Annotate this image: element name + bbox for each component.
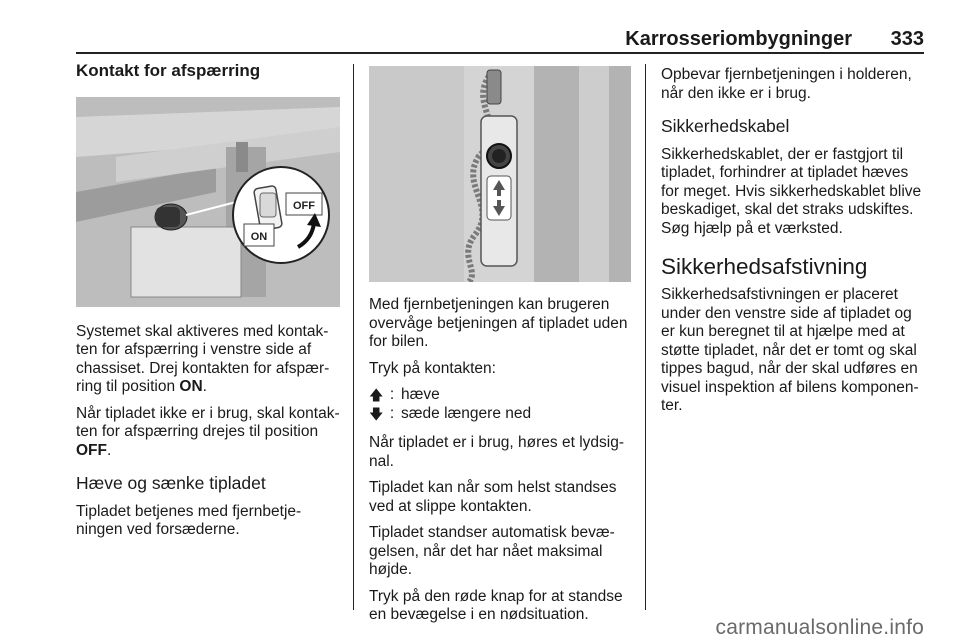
command-raise — [369, 386, 633, 405]
page-number: 333 — [890, 28, 924, 50]
heading-safety-brace: Sikkerhedsafstivning — [661, 254, 868, 279]
paragraph-holder: Opbevar fjernbetjeningen i holderen, når den ikke er i brug. — [661, 66, 912, 102]
command-lower-text: sæde længere ned — [401, 405, 532, 423]
paragraph-activation-text: Systemet skal aktiveres med kontak-ten for afspærring i venstre side af chassiset. Drej kontakten for afspær-ring til position — [76, 322, 330, 395]
watermark: carmanualsonline.info — [715, 616, 924, 639]
command-list — [369, 386, 633, 424]
running-header-title: Karrosseriombygninger — [625, 28, 852, 50]
command-raise-text: hæve — [401, 386, 440, 404]
paragraph-off — [76, 405, 341, 461]
paragraph-safety-brace: Sikkerhedsafstivningen er placeret under den venstre side af tipladet og er kun beregnet til at hjælpe med at støtte tipladet, når det er tomt og skal tippes bagud, når der skal udføres en visuel inspektion af bilens komponen-ter. — [661, 286, 919, 414]
paragraph-activation-end: . — [202, 378, 207, 395]
command-separator: : — [389, 405, 395, 423]
subheading-safety-cable: Sikkerhedskabel — [661, 116, 790, 136]
figure-label-on: ON — [250, 230, 268, 243]
subheading-raise-lower: Hæve og sænke tipladet — [76, 473, 266, 493]
remote-control-drawing — [369, 66, 631, 282]
chassis-switch-drawing — [76, 97, 340, 307]
position-off-label: OFF — [76, 441, 107, 459]
column-3 — [661, 66, 927, 424]
command-lower — [369, 405, 633, 424]
header-rule — [76, 52, 924, 54]
paragraph-auto-stop: Tipladet standser automatisk bevæ-gelsen, når det har nået maksimal højde. — [369, 524, 615, 578]
remote-control-illustration — [369, 66, 631, 282]
position-on-label: ON — [179, 378, 203, 395]
paragraph-off-end: . — [107, 441, 112, 459]
arrow-down-icon: 🡇 — [369, 406, 384, 423]
section-heading: Kontakt for afspærring — [76, 61, 261, 80]
paragraph-remote: Tipladet betjenes med fjernbetje-ningen ved forsæderne. — [76, 502, 302, 538]
command-separator: : — [389, 386, 395, 404]
arrow-up-icon: 🡅 — [369, 387, 384, 404]
paragraph-emergency: Tryk på den røde knap for at standse en bevægelse i en nødsituation. — [369, 587, 623, 623]
paragraph-activation — [76, 323, 341, 397]
paragraph-safety-cable: Sikkerhedskablet, der er fastgjort til tipladet, forhindrer at tipladet hæves for meget. Hvis sikkerhedskablet blive beskadiget, skal det straks udskiftes. Søg hjælp på et værksted. — [661, 145, 922, 237]
paragraph-sound: Når tipladet er i brug, høres et lydsig-nal. — [369, 434, 624, 470]
column-2 — [369, 62, 633, 633]
paragraph-off-text: Når tipladet ikke er i brug, skal kontak-ten for afspærring drejes til position — [76, 404, 340, 440]
paragraph-stop: Tipladet kan når som helst standses ved at slippe kontakten. — [369, 479, 617, 515]
figure-label-off: OFF — [293, 199, 315, 212]
paragraph-press: Tryk på kontakten: — [369, 359, 496, 377]
column-divider-1 — [353, 64, 354, 610]
switch-illustration — [76, 97, 340, 307]
paragraph-monitor: Med fjernbetjeningen kan brugeren overvåge betjeningen af tipladet uden for bilen. — [369, 296, 628, 350]
column-1 — [76, 62, 341, 548]
column-divider-2 — [645, 64, 646, 610]
